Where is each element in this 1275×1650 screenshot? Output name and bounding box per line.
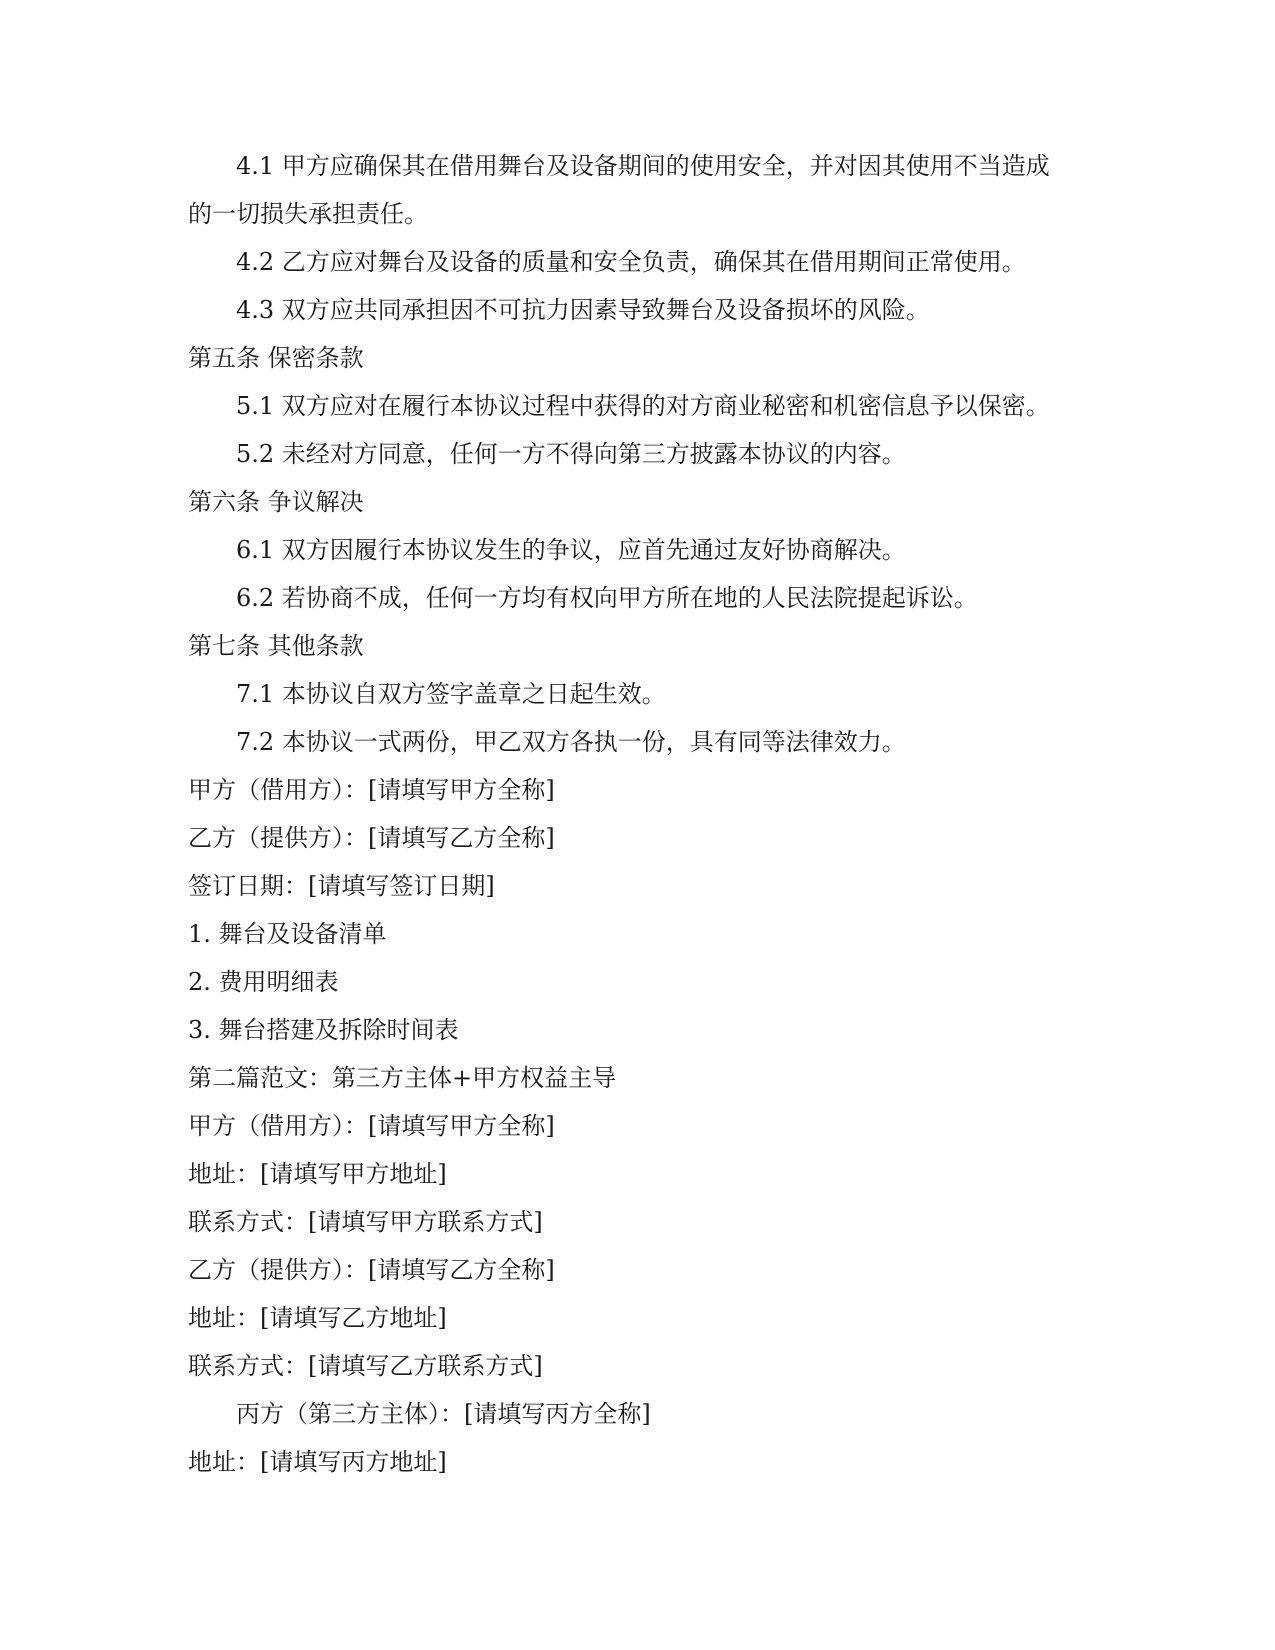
party-a-contact: 联系方式：[请填写甲方联系方式]	[188, 1208, 543, 1236]
party-a-address: 地址：[请填写甲方地址]	[188, 1160, 447, 1188]
clause-5-2: 5.2 未经对方同意，任何一方不得向第三方披露本协议的内容。	[236, 440, 906, 468]
party-b-name-2: 乙方（提供方）：[请填写乙方全称]	[188, 1256, 555, 1284]
clause-6-2: 6.2 若协商不成，任何一方均有权向甲方所在地的人民法院提起诉讼。	[236, 584, 978, 612]
article-5-heading: 第五条 保密条款	[188, 344, 364, 372]
article-6-heading: 第六条 争议解决	[188, 488, 364, 516]
clause-5-1: 5.1 双方应对在履行本协议过程中获得的对方商业秘密和机密信息予以保密。	[236, 392, 1050, 420]
clause-6-1: 6.1 双方因履行本协议发生的争议，应首先通过友好协商解决。	[236, 536, 906, 564]
party-b-name: 乙方（提供方）：[请填写乙方全称]	[188, 824, 555, 852]
clause-4-2: 4.2 乙方应对舞台及设备的质量和安全负责，确保其在借用期间正常使用。	[236, 248, 1026, 276]
party-c-address: 地址：[请填写丙方地址]	[188, 1448, 447, 1476]
party-a-name: 甲方（借用方）：[请填写甲方全称]	[188, 776, 555, 804]
second-template-heading: 第二篇范文：第三方主体+甲方权益主导	[188, 1064, 617, 1092]
party-c-name: 丙方（第三方主体）：[请填写丙方全称]	[236, 1400, 651, 1428]
appendix-item-2: 2. 费用明细表	[188, 968, 339, 996]
clause-7-1: 7.1 本协议自双方签字盖章之日起生效。	[236, 680, 666, 708]
party-b-address: 地址：[请填写乙方地址]	[188, 1304, 447, 1332]
clause-4-1-line-2: 的一切损失承担责任。	[188, 200, 428, 228]
party-a-name-2: 甲方（借用方）：[请填写甲方全称]	[188, 1112, 555, 1140]
clause-7-2: 7.2 本协议一式两份，甲乙双方各执一份，具有同等法律效力。	[236, 728, 906, 756]
appendix-item-3: 3. 舞台搭建及拆除时间表	[188, 1016, 459, 1044]
document-body	[188, 142, 1088, 1486]
clause-4-1-line-1: 4.1 甲方应确保其在借用舞台及设备期间的使用安全，并对因其使用不当造成	[236, 152, 1050, 180]
appendix-item-1: 1. 舞台及设备清单	[188, 920, 387, 948]
article-7-heading: 第七条 其他条款	[188, 632, 364, 660]
clause-4-3: 4.3 双方应共同承担因不可抗力因素导致舞台及设备损坏的风险。	[236, 296, 930, 324]
party-b-contact: 联系方式：[请填写乙方联系方式]	[188, 1352, 543, 1380]
signing-date: 签订日期：[请填写签订日期]	[188, 872, 495, 900]
